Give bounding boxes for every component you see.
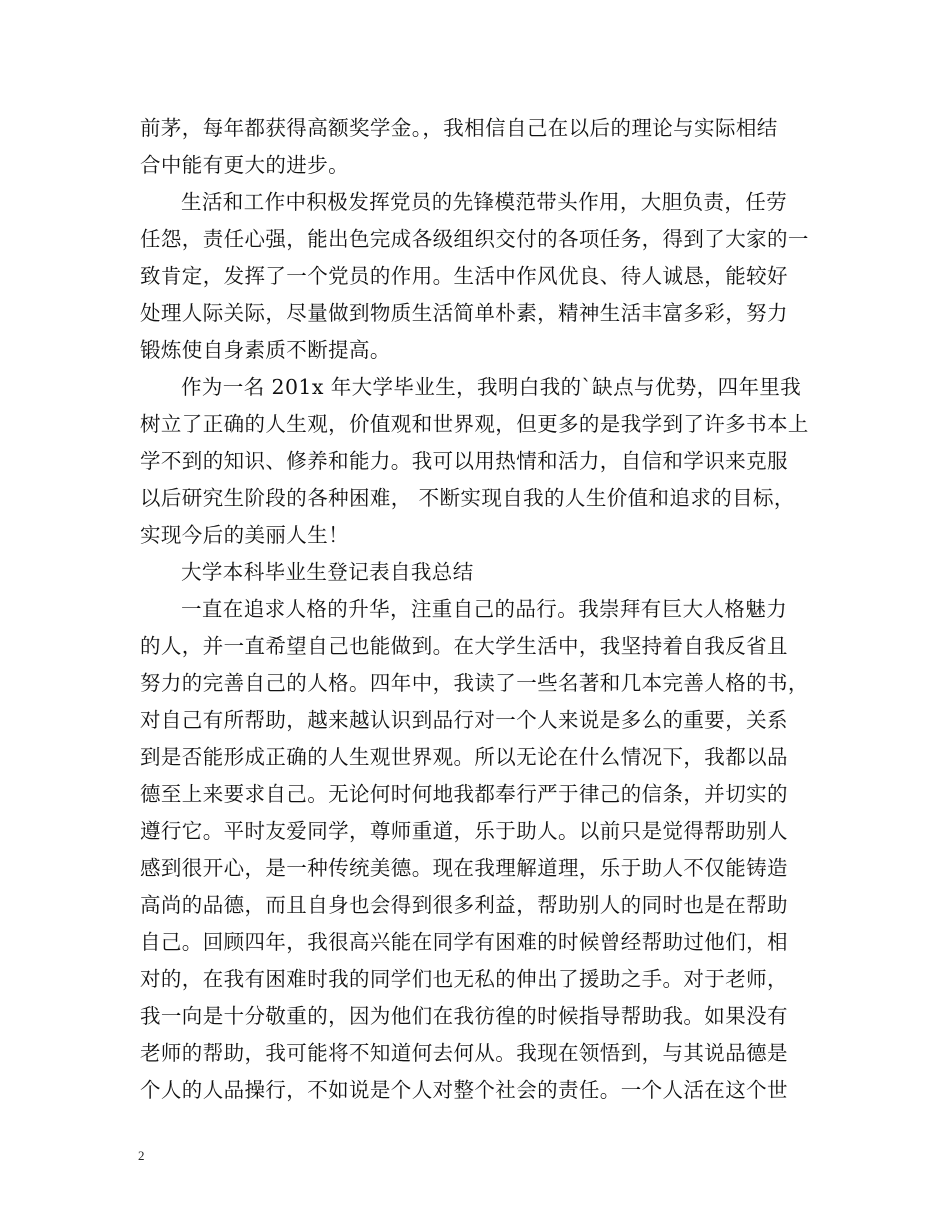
text-line: 遵行它。平时友爱同学，尊师重道，乐于助人。以前只是觉得帮助别人 xyxy=(140,819,788,843)
text-line: 前茅，每年都获得高额奖学金。，我相信自己在以后的理论与实际相结 xyxy=(140,116,778,140)
text-line: 大学本科毕业生登记表自我总结 xyxy=(181,560,474,584)
text-line: 致肯定，发挥了一个党员的作用。生活中作风优良、待人诚恳，能较好 xyxy=(140,264,788,288)
text-line: 个人的人品操行，不如说是个人对整个社会的责任。一个人活在这个世 xyxy=(140,1078,788,1102)
text-line: 德至上来要求自己。无论何时何地我都奉行严于律己的信条，并切实的 xyxy=(140,782,788,806)
text-line: 我一向是十分敬重的，因为他们在我彷徨的时候指导帮助我。如果没有 xyxy=(140,1004,788,1028)
body-text xyxy=(140,110,820,1109)
text-line: 实现今后的美丽人生！ xyxy=(140,523,349,547)
text-line: 锻炼使自身素质不断提高。 xyxy=(140,338,391,362)
text-line: 到是否能形成正确的人生观世界观。所以无论在什么情况下，我都以品 xyxy=(140,745,788,769)
text-line: 树立了正确的人生观，价值观和世界观，但更多的是我学到了许多书本上 xyxy=(140,412,809,436)
text-line: 处理人际关际，尽量做到物质生活简单朴素，精神生活丰富多彩，努力 xyxy=(140,301,788,325)
text-line: 自己。回顾四年，我很高兴能在同学有困难的时候曾经帮助过他们，相 xyxy=(140,930,788,954)
text-line: 任怨，责任心强，能出色完成各级组织交付的各项任务，得到了大家的一 xyxy=(140,227,809,251)
text-line: 高尚的品德，而且自身也会得到很多利益，帮助别人的同时也是在帮助 xyxy=(140,893,788,917)
text-line: 生活和工作中积极发挥党员的先锋模范带头作用，大胆负责，任劳 xyxy=(181,190,788,214)
text-line: 以后研究生阶段的各种困难， 不断实现自我的人生价值和追求的目标， xyxy=(140,486,795,510)
text-line: 对自己有所帮助，越来越认识到品行对一个人来说是多么的重要，关系 xyxy=(140,708,788,732)
text-line: 老师的帮助，我可能将不知道何去何从。我现在领悟到，与其说品德是 xyxy=(140,1041,788,1065)
text-line: 对的，在我有困难时我的同学们也无私的伸出了援助之手。对于老师， xyxy=(140,967,788,991)
text-line: 学不到的知识、修养和能力。我可以用热情和活力，自信和学识来克服 xyxy=(140,449,788,473)
text-line: 合中能有更大的进步。 xyxy=(140,153,349,177)
text-line: 努力的完善自己的人格。四年中，我读了一些名著和几本完善人格的书， xyxy=(140,671,809,695)
page-number: 2 xyxy=(138,1148,145,1163)
text-line: 感到很开心，是一种传统美德。现在我理解道理，乐于助人不仅能铸造 xyxy=(140,856,788,880)
text-line: 一直在追求人格的升华，注重自己的品行。我崇拜有巨大人格魅力 xyxy=(181,597,788,621)
text-line: 作为一名 201x 年大学毕业生，我明白我的`缺点与优势，四年里我 xyxy=(181,375,802,399)
text-line: 的人，并一直希望自己也能做到。在大学生活中，我坚持着自我反省且 xyxy=(140,634,788,658)
